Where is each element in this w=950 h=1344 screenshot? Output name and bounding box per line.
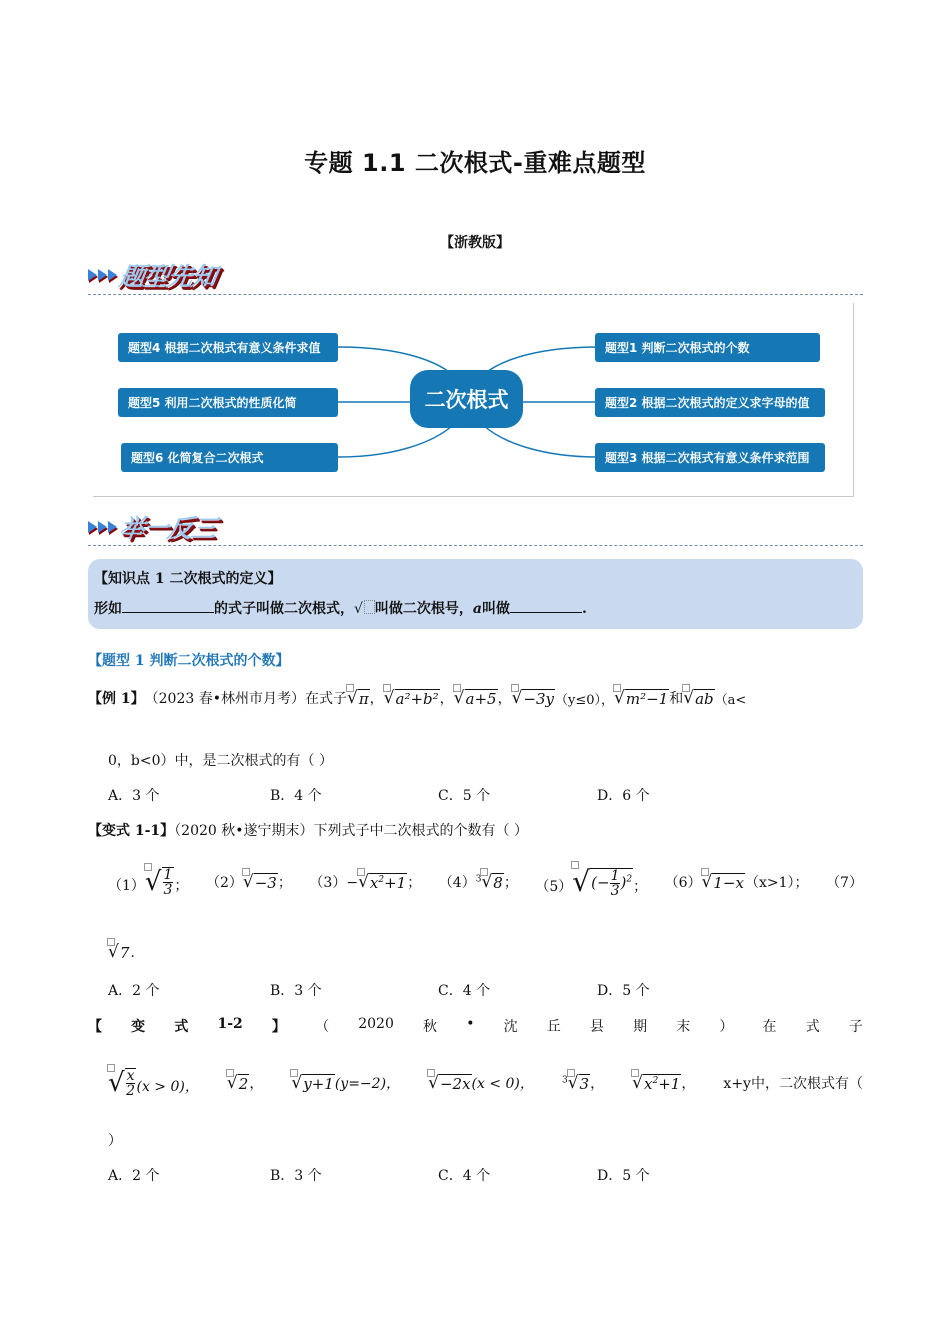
example-source: （2023 春•林州市月考）在式子 — [144, 691, 347, 707]
document-title: 专题 1.1 二次根式-重难点题型 — [304, 149, 646, 177]
expr-1: √ $\frac{x}{2}$ (x > 0)， — [108, 1068, 199, 1099]
expr-3: √ y+1 (y=−2)， — [291, 1073, 401, 1093]
fill-blank-1[interactable] — [122, 612, 214, 613]
edition-label: 【浙教版】 — [440, 235, 510, 251]
kp-text: 叫做 — [482, 601, 510, 617]
item-7: √ 7 . — [108, 942, 135, 962]
mindmap-node-type1: 题型1 判断二次根式的个数 — [595, 333, 820, 362]
triple-arrow-icon — [88, 521, 118, 533]
option-c[interactable]: C．4 个 — [438, 983, 491, 999]
variant-source: （2020 秋•遂宁期末）下列式子中二次根式的个数有（ ） — [174, 823, 528, 839]
dashed-divider — [88, 294, 863, 295]
kp-text: 形如 — [94, 601, 122, 617]
condition-text: （a< — [714, 693, 747, 708]
option-c[interactable]: C．4 个 — [438, 1168, 491, 1184]
and-text: 和 — [669, 691, 684, 707]
section-header-preview — [88, 258, 219, 292]
variant1-2-options — [108, 1165, 650, 1185]
section-header-practice — [88, 510, 219, 544]
option-a[interactable]: A．2 个 — [108, 983, 160, 999]
mindmap-node-type6: 题型6 化简复合二次根式 — [121, 443, 338, 472]
radical-expr: √ a²+b² — [383, 688, 439, 708]
expr-2: √ 2 ， — [226, 1073, 264, 1093]
variant-label: 【变式 1-1】 — [88, 823, 175, 839]
example1-options — [108, 785, 650, 805]
knowledge-point-title: 【知识点 1 二次根式的定义】 — [94, 571, 282, 587]
item-4: $(4)^3$ √ 8 ； — [438, 871, 518, 892]
knowledge-point-box — [88, 559, 863, 629]
example1-stem-line2: 0，b<0）中，是二次根式的有（ ） — [108, 753, 333, 769]
option-d[interactable]: D．6 个 — [597, 788, 650, 804]
type1-header: 【题型 1 判断二次根式的个数】 — [88, 653, 290, 669]
item-7-num: （7） — [826, 874, 863, 891]
triple-arrow-icon — [88, 269, 118, 281]
kp-text: 叫做二次根号， — [374, 601, 473, 617]
mindmap-node-type5: 题型5 利用二次根式的性质化简 — [118, 388, 338, 417]
mindmap — [93, 303, 854, 497]
variant1-2-close: ） — [108, 1133, 122, 1149]
radical-expr: √ π — [346, 688, 369, 708]
option-d[interactable]: D．5 个 — [597, 1168, 650, 1184]
kp-text: 的式子叫做二次根式， — [214, 601, 354, 617]
example-label: 【例 1】 — [88, 691, 145, 707]
item-2: （2） √ −3 ； — [205, 871, 292, 892]
variant1-1-stem — [88, 820, 528, 840]
expr-5: $^3$ √ 3 ， — [561, 1073, 605, 1093]
dashed-divider — [88, 545, 863, 546]
option-d[interactable]: D．5 个 — [597, 983, 650, 999]
example1-stem: 【例 1】 （2023 春•林州市月考）在式子 √ π ， √ a²+b² ， √ a+5 ， √ −3y （y≤0）， √ m²−1 和 √ ab （a< — [88, 688, 747, 708]
expr-4: √ −2x (x < 0)， — [428, 1073, 534, 1093]
radical-expr: √ −3y — [511, 688, 554, 708]
mindmap-center: 二次根式 — [410, 370, 523, 428]
item-5: （5） √ (− $\frac{1}{3}$ )$^2$ ； — [535, 865, 648, 899]
fill-blank-2[interactable] — [510, 612, 582, 613]
variant1-1-options — [108, 980, 650, 1000]
option-b[interactable]: B．3 个 — [270, 983, 322, 999]
kp-var: a — [472, 601, 482, 617]
variant1-2-exprs — [108, 1068, 863, 1098]
radical-expr: √ a+5 — [453, 688, 497, 708]
option-a[interactable]: A．3 个 — [108, 788, 160, 804]
item-3: （3）− √ $x^2+1$ ； — [309, 871, 422, 892]
item-6: （6） √ 1−x （x>1）； — [664, 871, 809, 892]
mindmap-node-type2: 题型2 根据二次根式的定义求字母的值 — [595, 388, 825, 417]
radical-sign-icon: √ — [354, 600, 375, 617]
option-b[interactable]: B．4 个 — [270, 788, 322, 804]
mindmap-node-type3: 题型3 根据二次根式有意义条件求范围 — [595, 443, 825, 472]
section-header-text: 题型先知 — [117, 262, 219, 291]
option-b[interactable]: B．3 个 — [270, 1168, 322, 1184]
expr-tail: x+y中，二次根式有（ — [723, 1076, 863, 1092]
knowledge-point-definition — [94, 598, 857, 618]
radical-expr: √ ab — [683, 688, 714, 708]
item-1: （1） √ $\frac{1}{3}$ ； — [108, 866, 189, 898]
kp-text: . — [582, 601, 587, 617]
variant1-1-items — [108, 865, 863, 898]
variant1-2-stem: 【 变 式 1-2 】 （ 2020 秋 • 沈 丘 县 期 末 ） 在 式 子 — [88, 1016, 863, 1035]
radical-expr: √ m²−1 — [614, 688, 669, 708]
mindmap-node-type4: 题型4 根据二次根式有意义条件求值 — [118, 333, 338, 362]
condition-text: （y≤0）， — [555, 693, 615, 708]
expr-6: √ $x^2+1$ ， — [632, 1073, 696, 1093]
section-header-text: 举一反三 — [117, 514, 219, 543]
option-c[interactable]: C．5 个 — [438, 788, 491, 804]
option-a[interactable]: A．2 个 — [108, 1168, 160, 1184]
